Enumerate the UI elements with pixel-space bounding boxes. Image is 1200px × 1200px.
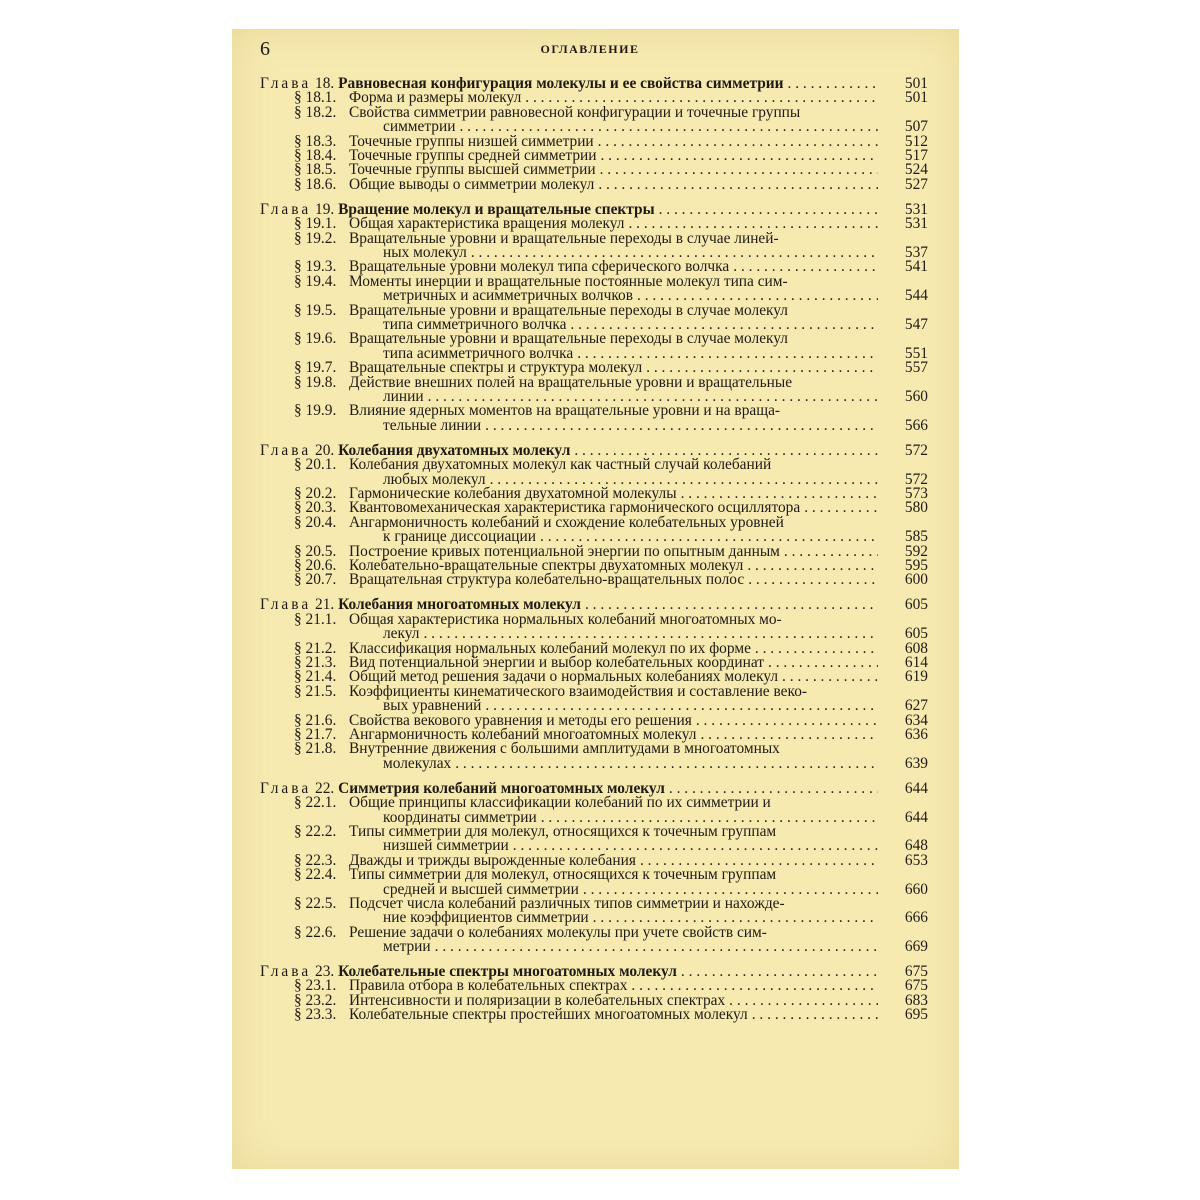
page-ref: 573 (904, 484, 928, 502)
page-ref: 537 (904, 243, 928, 261)
chapter-word: Глава (260, 200, 312, 218)
section-number: § 18.5. (294, 161, 337, 179)
chapter-number: 19. (315, 200, 335, 218)
section-label (294, 175, 595, 193)
page-ref: 605 (904, 625, 928, 643)
chapter-block (260, 75, 928, 193)
page-ref: 580 (904, 499, 928, 517)
leader-dots (788, 77, 878, 91)
section-entry (260, 373, 928, 406)
page-ref: 636 (904, 725, 928, 743)
section-title-continued: средней и высшей симметрии (383, 880, 579, 898)
section-entry (260, 610, 928, 643)
page-ref: 547 (904, 316, 928, 333)
section-title-continued: ние коэффициентов симметрии (383, 909, 589, 927)
section-entry (260, 866, 928, 898)
chapter-number: 23. (315, 963, 335, 981)
section-number: § 20.2. (294, 484, 337, 502)
chapter-number: 20. (315, 441, 335, 459)
section-number: § 20.3. (294, 499, 337, 517)
section-title: Вращательные уровни и вращательные переходы в случае линей- (349, 229, 779, 247)
section-title: Правила отбора в колебательных спектрах (349, 977, 628, 995)
leader-dots (659, 203, 878, 217)
running-head: ОГЛАВЛЕНИЕ (540, 42, 640, 56)
section-title-continued: молекулах (383, 754, 452, 772)
section-title: Вид потенциальной энергии и выбор колебательных координат (349, 653, 764, 671)
section-title: Вращательные уровни и вращательные переходы в случае молекул (349, 330, 788, 348)
page-ref: 639 (904, 754, 928, 772)
page-ref: 600 (904, 571, 928, 589)
section-label (294, 682, 808, 700)
section-line-continued (294, 940, 922, 954)
section-line-continued (294, 416, 922, 434)
section-number: § 21.5. (294, 682, 337, 700)
section-entry (260, 894, 928, 927)
page-ref: 695 (904, 1006, 928, 1024)
page-ref: 675 (904, 977, 928, 995)
section-title: Коэффициенты кинематического взаимодействия и составление веко- (349, 682, 808, 700)
page-ref: 531 (904, 200, 928, 218)
leader-dots (485, 419, 878, 433)
page-ref: 666 (904, 909, 928, 927)
section-number: § 23.3. (294, 1006, 337, 1024)
page-ref: 501 (904, 75, 928, 92)
leader-dots (435, 940, 878, 954)
section-line (294, 175, 922, 193)
section-number: § 22.1. (294, 794, 337, 812)
leader-dots (600, 163, 878, 177)
section-title: Интенсивности и поляризации в колебательных спектрах (349, 991, 726, 1009)
section-label (294, 923, 767, 941)
page-ref: 572 (904, 441, 928, 459)
section-number: § 19.6. (294, 330, 337, 348)
section-title: Свойства симметрии равновесной конфигурации и точечные группы (349, 103, 801, 121)
section-number: § 19.2. (294, 229, 337, 247)
page-ref: 648 (904, 837, 928, 855)
section-title: Колебания двухатомных молекул как частный случай колебаний (349, 456, 772, 474)
section-title: Подсчет числа колебаний различных типов симметрии и нахожде- (349, 894, 785, 912)
section-title: Дважды и трижды вырожденные колебания (349, 851, 636, 869)
section-number: § 19.8. (294, 373, 337, 391)
section-number: § 22.4. (294, 866, 337, 884)
section-title: Типы симметрии для молекул, относящихся к точечным группам (349, 866, 777, 884)
section-title-continued: метрии (383, 938, 431, 956)
leader-dots (755, 642, 878, 656)
section-title: Влияние ядерных моментов на вращательные уровни и на враща- (349, 402, 781, 420)
section-number: § 20.5. (294, 542, 337, 560)
book-page (232, 29, 959, 1169)
chapter-title: Колебания многоатомных молекул (338, 596, 581, 614)
page-ref: 557 (904, 359, 928, 377)
chapter-title: Колебания двухатомных молекул (338, 441, 571, 459)
section-label (294, 573, 744, 587)
section-number: § 21.1. (294, 610, 337, 628)
leader-dots (696, 714, 878, 728)
page-ref: 566 (904, 416, 928, 434)
section-number: § 18.4. (294, 147, 337, 165)
section-entry (260, 456, 928, 488)
section-number: § 19.5. (294, 301, 337, 319)
section-title: Общие выводы о симметрии молекул (349, 175, 595, 193)
page-ref: 653 (904, 851, 928, 869)
leader-dots (455, 757, 878, 771)
chapter-word: Глава (260, 963, 312, 981)
section-label (294, 404, 780, 418)
section-number: § 21.8. (294, 740, 337, 758)
section-title: Общая характеристика нормальных колебаний многоатомных мо- (349, 610, 782, 628)
chapter-word: Глава (260, 596, 312, 614)
chapter-word: Глава (260, 75, 312, 92)
section-title-continued: типа асимметричного волчка (383, 344, 574, 362)
section-number: § 18.1. (294, 89, 337, 107)
section-entry (260, 175, 928, 193)
chapter-number: 21. (315, 596, 335, 614)
section-number: § 20.1. (294, 456, 337, 474)
section-entry (260, 740, 928, 772)
section-number: § 20.4. (294, 513, 337, 531)
section-title: Внутренние движения с большими амплитудами в многоатомных (349, 740, 780, 758)
page-ref: 512 (904, 132, 928, 150)
section-title-continued: низшей симметрии (383, 837, 509, 855)
section-title-continued: типа симметричного волчка (383, 316, 567, 333)
section-number: § 19.7. (294, 359, 337, 377)
chapter-block (260, 963, 928, 1024)
section-title-continued: ных молекул (383, 243, 467, 261)
leader-dots (784, 545, 878, 559)
section-title-continued: линии (383, 388, 424, 406)
section-title: Общая характеристика вращения молекул (349, 215, 625, 233)
leader-dots (748, 573, 878, 587)
page-ref: 572 (904, 470, 928, 488)
chapter-word: Глава (260, 779, 312, 797)
section-title: Построение кривых потенциальной энергии по опытным данным (349, 542, 780, 560)
section-entry (260, 923, 928, 956)
section-title: Свойства векового уравнения и методы его решения (349, 711, 692, 729)
section-title: Вращательные уровни и вращательные переходы в случае молекул (349, 301, 788, 319)
section-label (294, 458, 771, 472)
page-ref: 527 (904, 175, 928, 193)
section-number: § 18.3. (294, 132, 337, 150)
section-number: § 18.6. (294, 175, 337, 193)
section-title: Колебательные спектры простейших многоатомных молекул (349, 1006, 748, 1024)
section-label (294, 229, 779, 247)
page-ref: 585 (904, 528, 928, 546)
leader-dots (681, 965, 878, 979)
page-ref: 627 (904, 697, 928, 715)
section-label (294, 1008, 748, 1022)
section-entry (260, 794, 928, 826)
section-title: Вращательная структура колебательно-вращательных полос (349, 571, 745, 589)
chapter-block (260, 779, 928, 956)
section-line-continued (294, 754, 922, 772)
page-ref: 507 (904, 118, 928, 136)
section-number: § 22.6. (294, 923, 337, 941)
page-ref: 605 (904, 596, 928, 614)
section-number: § 22.5. (294, 894, 337, 912)
leader-dots (747, 559, 878, 573)
chapter-title: Равновесная конфигурация молекулы и ее свойства симметрии (338, 75, 784, 92)
section-entry (260, 301, 928, 333)
section-entry (260, 229, 928, 261)
page-ref: 560 (904, 388, 928, 406)
chapter-number: 22. (315, 779, 335, 797)
page-ref: 660 (904, 880, 928, 898)
chapter-label (260, 77, 784, 91)
section-entry (260, 1006, 928, 1024)
section-entry (260, 103, 928, 136)
section-label (294, 610, 782, 628)
section-line (294, 573, 922, 587)
section-number: § 22.2. (294, 822, 337, 840)
table-of-contents (260, 75, 928, 1024)
page-ref: 551 (904, 344, 928, 362)
chapter-block (260, 596, 928, 772)
section-number: § 23.2. (294, 991, 337, 1009)
section-title: Колебательно-вращательные спектры двухатомных молекул (349, 557, 744, 574)
leader-dots (729, 994, 878, 1008)
section-number: § 21.7. (294, 725, 337, 743)
section-title: Точечные группы низшей симметрии (349, 132, 594, 150)
leader-dots (598, 135, 878, 149)
section-number: § 19.1. (294, 215, 337, 233)
section-entry (260, 272, 928, 305)
section-number: § 18.2. (294, 103, 337, 121)
page-ref: 517 (904, 147, 928, 165)
section-label (294, 103, 801, 121)
section-entry (260, 571, 928, 589)
section-label (294, 513, 784, 531)
section-title: Ангармоничность колебаний и схождение колебательных уровней (349, 513, 784, 531)
section-title: Типы симметрии для молекул, относящихся к точечным группам (349, 822, 777, 840)
leader-dots (804, 501, 878, 515)
section-entry (260, 402, 928, 434)
leader-dots (752, 1008, 878, 1022)
page-ref: 592 (904, 542, 928, 560)
section-label (294, 822, 777, 840)
leader-dots (600, 149, 878, 163)
chapter-title: Колебательные спектры многоатомных молекул (338, 963, 677, 981)
section-number: § 19.3. (294, 258, 337, 276)
section-title: Гармонические колебания двухатомной молекулы (349, 484, 677, 502)
page-header (260, 38, 920, 60)
section-number: § 21.4. (294, 668, 337, 686)
section-number: § 23.1. (294, 977, 337, 995)
section-title: Вращательные спектры и структура молекул (349, 359, 643, 377)
section-title: Общие принципы классификации колебаний по их симметрии и (349, 794, 771, 812)
section-title-continued: лекул (383, 625, 420, 643)
section-number: § 20.7. (294, 571, 337, 589)
section-number: § 21.2. (294, 639, 337, 657)
section-title: Точечные группы средней симметрии (349, 147, 597, 165)
section-title-continued: координаты симметрии (383, 808, 537, 826)
section-title: Вращательные уровни молекул типа сферического волчка (349, 258, 730, 276)
section-number: § 21.3. (294, 653, 337, 671)
section-number: § 21.6. (294, 711, 337, 729)
chapter-title: Симметрия колебаний многоатомных молекул (338, 779, 665, 797)
page-ref: 683 (904, 991, 928, 1009)
page-ref: 524 (904, 161, 928, 179)
page-ref: 541 (904, 258, 928, 276)
page-ref: 544 (904, 287, 928, 305)
chapter-block (260, 200, 928, 434)
page-ref: 608 (904, 639, 928, 657)
section-title-continued: любых молекул (383, 470, 486, 488)
section-title: Решение задачи о колебаниях молекулы при учете свойств сим- (349, 923, 767, 941)
page-ref: 644 (904, 808, 928, 826)
section-number: § 19.9. (294, 402, 337, 420)
page-ref: 644 (904, 779, 928, 797)
page-ref: 675 (904, 963, 928, 981)
page-ref: 634 (904, 711, 928, 729)
chapter-word: Глава (260, 441, 312, 459)
page-ref: 501 (904, 89, 928, 107)
section-title-continued: к границе диссоциации (383, 528, 536, 546)
section-label (294, 742, 780, 756)
page-ref: 531 (904, 215, 928, 233)
section-title-continued: тельные линии (383, 416, 482, 434)
section-line (294, 1008, 922, 1022)
section-title: Моменты инерции и вращательные постоянные молекул типа сим- (349, 272, 788, 290)
section-title: Квантовомеханическая характеристика гармонического осциллятора (349, 499, 801, 517)
section-title: Классификация нормальных колебаний молекул по их форме (349, 639, 751, 657)
section-entry (260, 822, 928, 855)
page-number: 6 (260, 38, 270, 60)
section-number: § 19.4. (294, 272, 337, 290)
page-ref: 669 (904, 938, 928, 956)
section-number: § 22.3. (294, 851, 337, 869)
section-title: Форма и размеры молекул (349, 89, 522, 107)
chapter-title: Вращение молекул и вращательные спектры (338, 200, 655, 218)
leader-dots (598, 178, 878, 192)
section-title-continued: метричных и асимметричных волчков (383, 287, 634, 305)
chapter-block (260, 441, 928, 589)
section-title: Ангармоничность колебаний многоатомных молекул (349, 725, 697, 743)
section-entry (260, 682, 928, 715)
page-ref: 614 (904, 653, 928, 671)
section-title-continued: вых уравнений (383, 697, 482, 715)
section-entry (260, 513, 928, 546)
section-entry (260, 330, 928, 362)
page-ref: 619 (904, 668, 928, 686)
section-label (294, 373, 793, 391)
section-number: § 20.6. (294, 557, 337, 574)
section-title: Действие внешних полей на вращательные уровни и вращательные (349, 373, 793, 391)
chapter-number: 18. (315, 75, 335, 92)
page-ref: 595 (904, 557, 928, 574)
leader-dots (768, 656, 878, 670)
section-title: Точечные группы высшей симметрии (349, 161, 596, 179)
section-title: Общий метод решения задачи о нормальных колебаниях молекул (349, 668, 779, 686)
section-title-continued: симметрии (383, 118, 456, 136)
